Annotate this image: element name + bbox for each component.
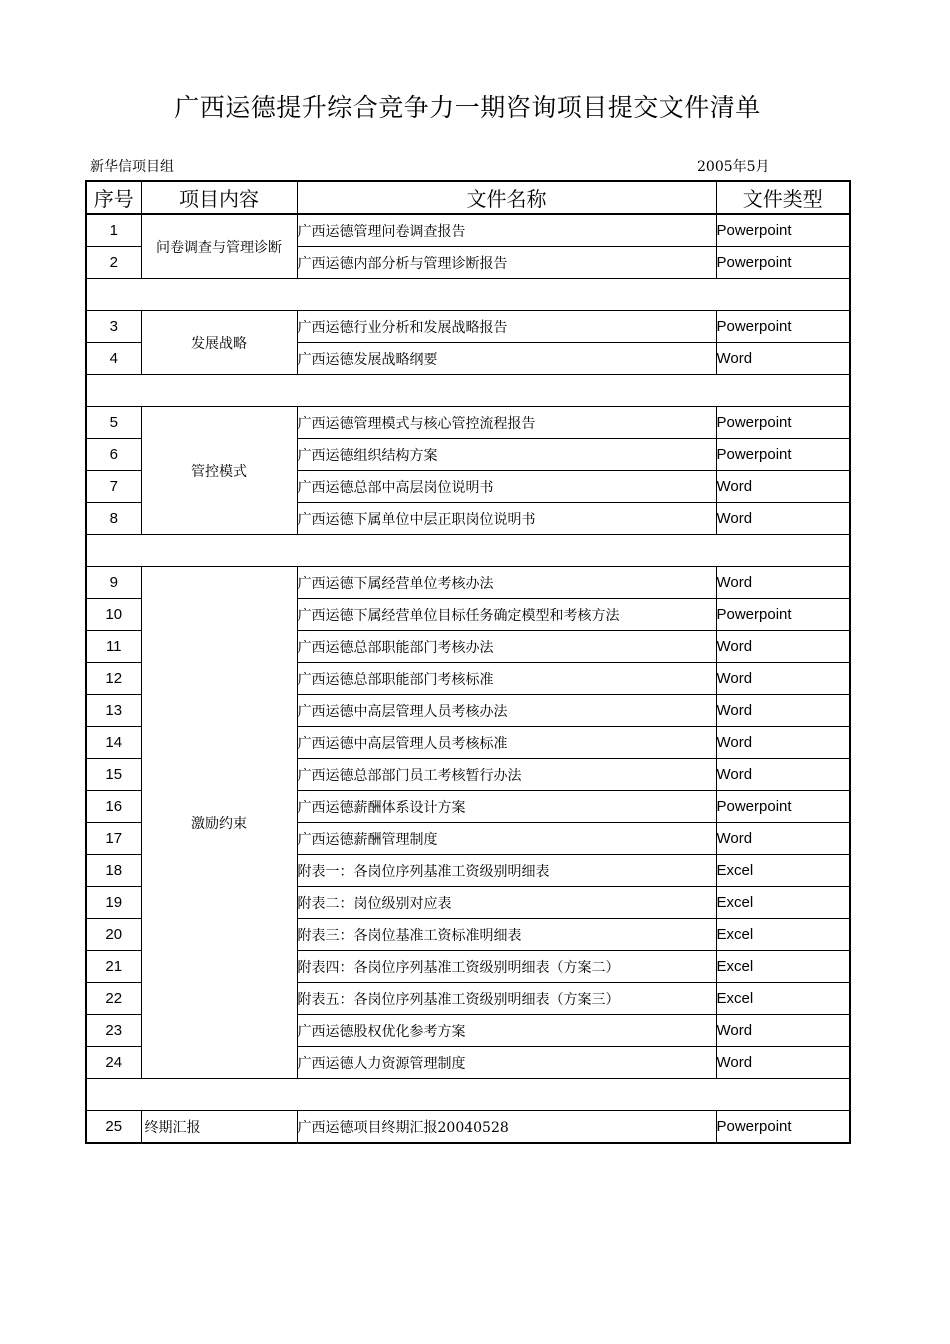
file-type-cell: Word: [716, 663, 850, 695]
header-no: 序号: [86, 181, 141, 214]
table-header-row: [86, 181, 850, 214]
row-number: 9: [86, 567, 141, 599]
file-name-cell: 附表五：各岗位序列基准工资级别明细表（方案三）: [297, 983, 716, 1015]
file-name-cell: 广西运德人力资源管理制度: [297, 1047, 716, 1079]
file-type-cell: Word: [716, 503, 850, 535]
row-number: 17: [86, 823, 141, 855]
row-number: 20: [86, 919, 141, 951]
file-type-cell: Word: [716, 1047, 850, 1079]
table-body: [86, 214, 850, 1143]
file-name-cell: 附表三：各岗位基准工资标准明细表: [297, 919, 716, 951]
deliverables-table: [85, 180, 851, 1144]
table-row: [86, 311, 850, 343]
file-type-cell: Word: [716, 727, 850, 759]
file-type-cell: Excel: [716, 951, 850, 983]
row-number: 7: [86, 471, 141, 503]
row-number: 16: [86, 791, 141, 823]
row-number: 18: [86, 855, 141, 887]
row-number: 2: [86, 247, 141, 279]
file-name-cell: 广西运德组织结构方案: [297, 439, 716, 471]
file-name-cell: 广西运德薪酬管理制度: [297, 823, 716, 855]
file-type-cell: Word: [716, 343, 850, 375]
separator-cell: [86, 279, 850, 311]
file-type-cell: Excel: [716, 983, 850, 1015]
file-name-cell: 广西运德总部职能部门考核标准: [297, 663, 716, 695]
file-name-cell: 广西运德总部职能部门考核办法: [297, 631, 716, 663]
row-number: 3: [86, 311, 141, 343]
row-number: 19: [86, 887, 141, 919]
row-number: 24: [86, 1047, 141, 1079]
file-name-cell: 广西运德中高层管理人员考核标准: [297, 727, 716, 759]
file-type-cell: Word: [716, 567, 850, 599]
header-category: 项目内容: [141, 181, 297, 214]
row-number: 14: [86, 727, 141, 759]
row-number: 12: [86, 663, 141, 695]
file-name-cell: 广西运德股权优化参考方案: [297, 1015, 716, 1047]
file-name-cell: 广西运德下属经营单位考核办法: [297, 567, 716, 599]
file-type-cell: Powerpoint: [716, 599, 850, 631]
row-number: 10: [86, 599, 141, 631]
separator-row: [86, 1079, 850, 1111]
file-name-cell: 广西运德项目终期汇报20040528: [297, 1111, 716, 1144]
file-type-cell: Powerpoint: [716, 247, 850, 279]
category-cell: 发展战略: [141, 311, 297, 375]
file-name-cell: 广西运德管理问卷调查报告: [297, 214, 716, 247]
file-type-cell: Word: [716, 823, 850, 855]
project-team: 新华信项目组: [90, 159, 174, 175]
category-cell: 问卷调查与管理诊断: [141, 214, 297, 279]
table-row: [86, 407, 850, 439]
file-type-cell: Excel: [716, 887, 850, 919]
file-type-cell: Powerpoint: [716, 407, 850, 439]
row-number: 5: [86, 407, 141, 439]
file-type-cell: Excel: [716, 855, 850, 887]
category-cell: 管控模式: [141, 407, 297, 535]
file-name-cell: 广西运德发展战略纲要: [297, 343, 716, 375]
separator-cell: [86, 535, 850, 567]
row-number: 11: [86, 631, 141, 663]
row-number: 25: [86, 1111, 141, 1144]
header-file-name: 文件名称: [297, 181, 716, 214]
file-type-cell: Excel: [716, 919, 850, 951]
separator-row: [86, 279, 850, 311]
file-type-cell: Powerpoint: [716, 1111, 850, 1144]
file-type-cell: Word: [716, 759, 850, 791]
file-type-cell: Word: [716, 695, 850, 727]
file-name-cell: 附表四：各岗位序列基准工资级别明细表（方案二）: [297, 951, 716, 983]
file-name-cell: 广西运德下属单位中层正职岗位说明书: [297, 503, 716, 535]
row-number: 15: [86, 759, 141, 791]
file-name-cell: 广西运德行业分析和发展战略报告: [297, 311, 716, 343]
separator-row: [86, 375, 850, 407]
file-name-cell: 广西运德内部分析与管理诊断报告: [297, 247, 716, 279]
row-number: 23: [86, 1015, 141, 1047]
file-type-cell: Powerpoint: [716, 214, 850, 247]
row-number: 1: [86, 214, 141, 247]
row-number: 21: [86, 951, 141, 983]
file-name-cell: 附表一：各岗位序列基准工资级别明细表: [297, 855, 716, 887]
category-cell: 终期汇报: [141, 1111, 297, 1144]
file-name-cell: 广西运德薪酬体系设计方案: [297, 791, 716, 823]
separator-row: [86, 535, 850, 567]
row-number: 6: [86, 439, 141, 471]
separator-cell: [86, 375, 850, 407]
file-name-cell: 广西运德总部中高层岗位说明书: [297, 471, 716, 503]
separator-cell: [86, 1079, 850, 1111]
file-type-cell: Word: [716, 631, 850, 663]
file-type-cell: Word: [716, 471, 850, 503]
file-name-cell: 广西运德下属经营单位目标任务确定模型和考核方法: [297, 599, 716, 631]
row-number: 8: [86, 503, 141, 535]
row-number: 4: [86, 343, 141, 375]
row-number: 13: [86, 695, 141, 727]
file-name-cell: 广西运德管理模式与核心管控流程报告: [297, 407, 716, 439]
header-file-type: 文件类型: [716, 181, 850, 214]
table-row: [86, 1111, 850, 1144]
report-date: 2005年5月: [697, 159, 770, 175]
file-type-cell: Powerpoint: [716, 311, 850, 343]
file-type-cell: Word: [716, 1015, 850, 1047]
file-name-cell: 广西运德中高层管理人员考核办法: [297, 695, 716, 727]
file-name-cell: 广西运德总部部门员工考核暂行办法: [297, 759, 716, 791]
table-row: [86, 214, 850, 247]
row-number: 22: [86, 983, 141, 1015]
table-row: [86, 567, 850, 599]
file-type-cell: Powerpoint: [716, 439, 850, 471]
category-cell: 激励约束: [141, 567, 297, 1079]
file-type-cell: Powerpoint: [716, 791, 850, 823]
page-title: 广西运德提升综合竞争力一期咨询项目提交文件清单: [174, 93, 761, 122]
file-name-cell: 附表二：岗位级别对应表: [297, 887, 716, 919]
